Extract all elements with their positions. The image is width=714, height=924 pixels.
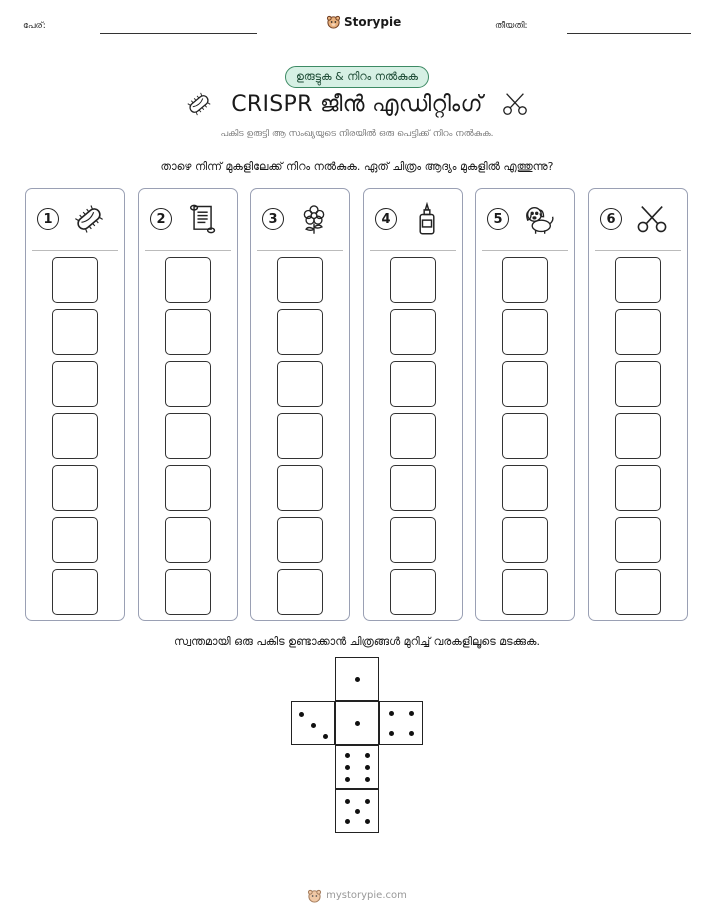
color-box[interactable] [277,361,323,407]
color-box[interactable] [390,257,436,303]
die-pip [345,753,350,758]
color-box[interactable] [502,361,548,407]
column-number: 6 [600,208,622,230]
color-box[interactable] [52,569,98,615]
color-box[interactable] [52,257,98,303]
column-number: 2 [150,208,172,230]
die-pip [409,711,414,716]
color-box[interactable] [52,361,98,407]
roll-column [138,188,238,621]
color-box[interactable] [165,257,211,303]
color-box[interactable] [615,413,661,459]
roll-column [475,188,575,621]
die-face [379,701,423,745]
column-number: 1 [37,208,59,230]
roll-column [25,188,125,621]
die-pip [355,677,360,682]
column-divider [32,250,118,251]
name-field[interactable] [100,33,257,34]
bacterium-icon [185,90,213,118]
die-pip [345,799,350,804]
color-box[interactable] [277,517,323,563]
die-pip [345,765,350,770]
color-box[interactable] [615,517,661,563]
die-pip [389,711,394,716]
color-box[interactable] [502,257,548,303]
color-box[interactable] [52,517,98,563]
color-box[interactable] [165,413,211,459]
bacterium-icon [72,202,106,236]
color-box[interactable] [165,309,211,355]
die-pip [389,731,394,736]
subtitle: പകിട ഉരുട്ടി ആ സംഖ്യയുടെ നിരയിൽ ഒരു പെട്ടിക്ക് നിറം നൽകുക. [220,129,494,139]
color-box[interactable] [277,465,323,511]
die-face [335,657,379,701]
brand-logo [326,14,401,29]
roll-column [250,188,350,621]
puppy-icon [522,202,556,236]
die-pip [299,712,304,717]
die-pip [323,734,328,739]
scissors-icon [501,90,529,118]
name-label: പേര്: [23,21,46,31]
column-number: 3 [262,208,284,230]
die-pip [365,799,370,804]
die-pip [355,809,360,814]
column-divider [145,250,231,251]
die-pip [365,777,370,782]
color-box[interactable] [390,517,436,563]
bottle-icon [410,202,444,236]
column-divider [482,250,568,251]
color-box[interactable] [165,569,211,615]
activity-badge: ഉരുട്ടുക & നിറം നൽകുക [285,66,429,88]
mascot-icon [307,888,322,903]
color-box[interactable] [502,413,548,459]
page-title: CRISPR ജീൻ എഡിറ്റിംഗ് [231,91,483,117]
die-pip [345,819,350,824]
color-box[interactable] [277,309,323,355]
mascot-icon [326,14,341,29]
roll-column [588,188,688,621]
die-pip [345,777,350,782]
color-box[interactable] [390,309,436,355]
color-box[interactable] [277,413,323,459]
color-box[interactable] [615,309,661,355]
color-box[interactable] [502,309,548,355]
color-box[interactable] [165,517,211,563]
instructions: താഴെ നിന്ന് മുകളിലേക്ക് നിറം നൽകുക. ഏത് ചിത്രം ആദ്യം മുകളിൽ എത്തുന്നു? [160,160,554,173]
date-label: തീയതി: [495,21,528,31]
footer-url[interactable]: mystorypie.com [326,890,407,901]
column-divider [595,250,681,251]
die-face [335,745,379,789]
column-divider [257,250,343,251]
color-box[interactable] [52,413,98,459]
color-box[interactable] [165,465,211,511]
die-face [335,701,379,745]
color-box[interactable] [390,569,436,615]
date-field[interactable] [567,33,691,34]
scissors-icon [635,202,669,236]
color-box[interactable] [390,361,436,407]
color-box[interactable] [165,361,211,407]
column-number: 5 [487,208,509,230]
brand-name: Storypie [344,14,402,29]
die-face [335,789,379,833]
die-pip [365,765,370,770]
die-face [291,701,335,745]
color-box[interactable] [615,569,661,615]
flower-icon [297,202,331,236]
die-pip [365,819,370,824]
color-box[interactable] [502,465,548,511]
die-pip [311,723,316,728]
color-box[interactable] [390,413,436,459]
column-divider [370,250,456,251]
color-box[interactable] [390,465,436,511]
die-pip [355,721,360,726]
color-box[interactable] [502,517,548,563]
color-box[interactable] [277,257,323,303]
cut-instruction: സ്വന്തമായി ഒരു പകിട ഉണ്ടാക്കാൻ ചിത്രങ്ങൾ മുറിച്ച് വരകളിലൂടെ മടക്കുക. [174,635,540,648]
color-box[interactable] [615,257,661,303]
column-number: 4 [375,208,397,230]
die-pip [365,753,370,758]
color-box[interactable] [52,309,98,355]
color-box[interactable] [615,465,661,511]
color-box[interactable] [52,465,98,511]
color-box[interactable] [615,361,661,407]
color-box[interactable] [502,569,548,615]
roll-column [363,188,463,621]
footer [307,888,407,903]
scroll-icon [185,202,219,236]
color-box[interactable] [277,569,323,615]
die-pip [409,731,414,736]
